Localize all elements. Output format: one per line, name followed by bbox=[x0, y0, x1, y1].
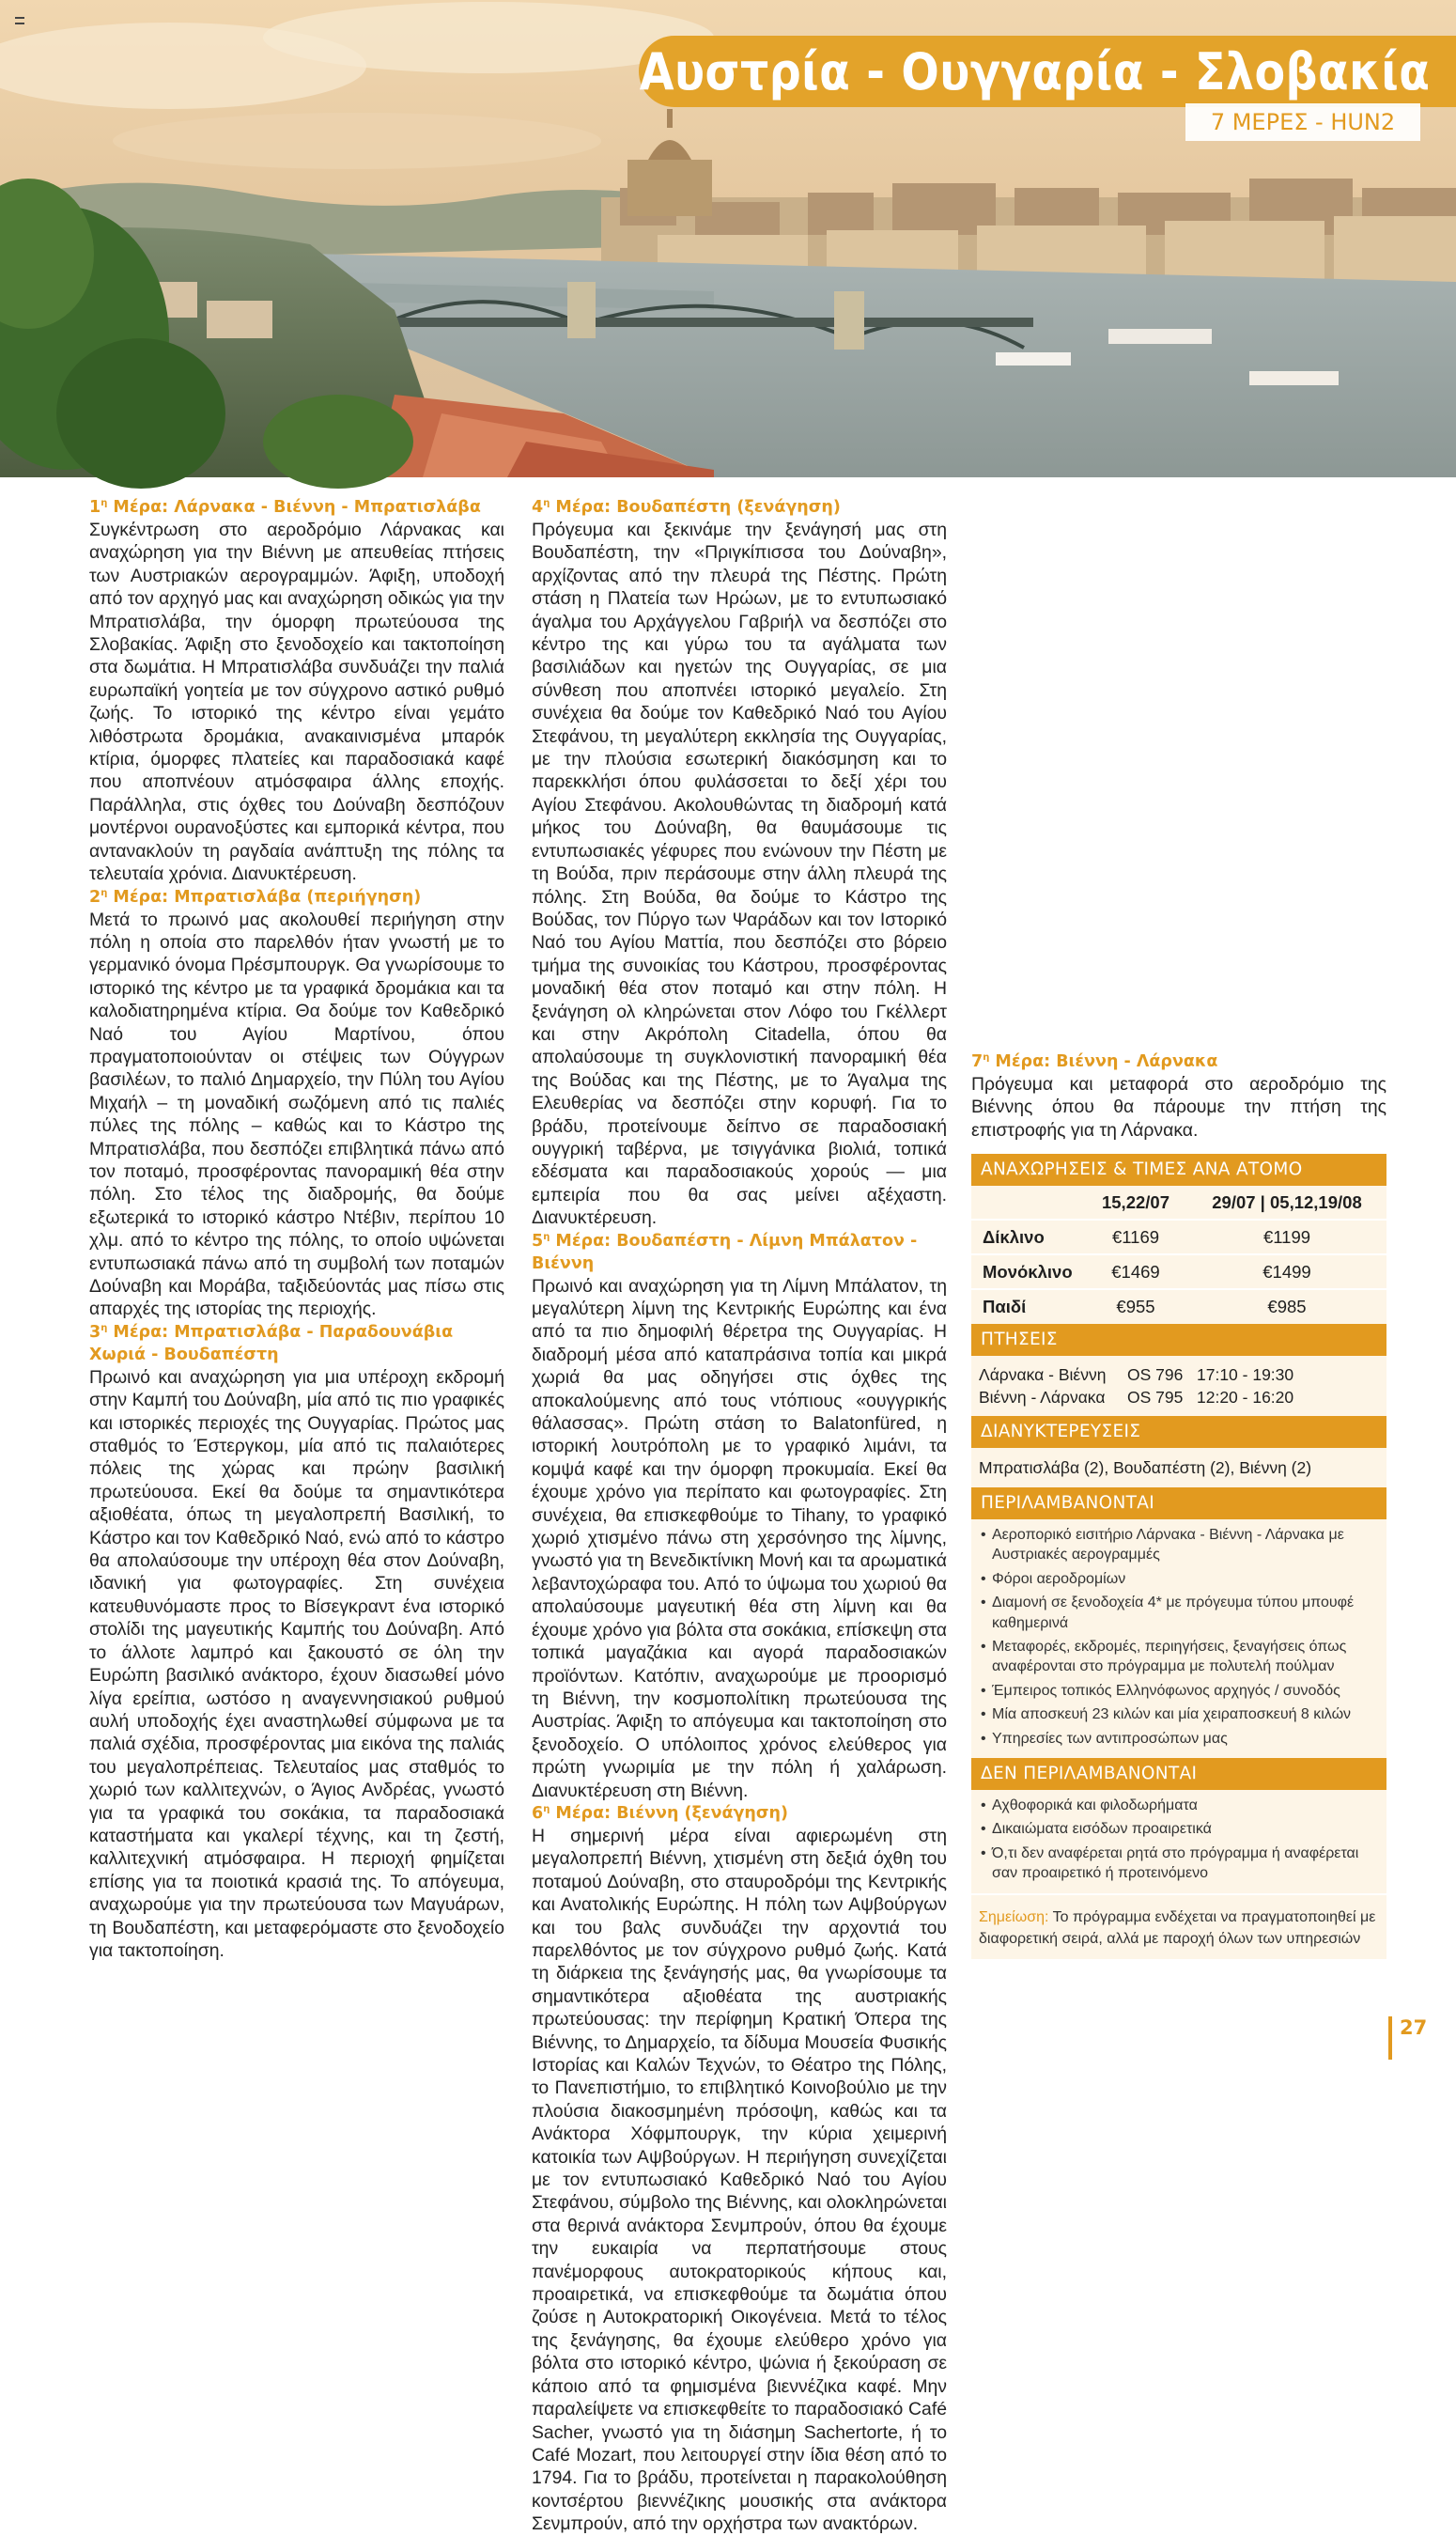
menu-icon[interactable] bbox=[15, 17, 24, 24]
trip-code: 7 ΜΕΡΕΣ - HUN2 bbox=[1210, 109, 1396, 135]
price-cell: €1499 bbox=[1187, 1254, 1386, 1289]
day-body: Πρωινό και αναχώρηση για μια υπέροχη εκδρομή στην Καμπή του Δούναβη, μία από τις πιο γραφικές και ιστορικές περιοχές της Ουγγαρίας. Πρώτος μας σταθμός το Έστεργκομ, μία από τις παλαιότερες πόλεις της χώρας και πρώην βασιλική πρωτεύουσα. Εκεί θα δούμε τα σημαντικότερα αξιοθέατα, όπως τη μεγαλοπρεπή Βασιλική, το Κάστρο και τον Καθεδρικό Ναό, ενώ από το κάστρο θα απολαύσουμε την υπέροχη θέα στον Δούναβη, ιδανική για φωτογραφίες. Στη συνέχεια κατευθυνόμαστε προς το Βίσεγκραντ ένα ιστορικό στολίδι της μαγευτικής Καμπής του Δούναβη. Από το άλλοτε λαμπρό και ξακουστό σε όλη την Ευρώπη βασιλικό ανάκτορο, έχουν διασωθεί μόνο λίγα ερείπια, ωστόσο η αναγεννησιακού ρυθμού αυλή υποδοχής έχει αναστηλωθεί σύμφωνα με τα παλιά σχέδια, προσφέροντας μια εικόνα της παλιάς του μεγαλοπρέπειας. Τελευταίος μας σταθμός το χωριό των καλλιτεχνών, ο Άγιος Ανδρέας, γνωστό για τα γραφικά του σοκάκια, τα παραδοσιακά καταστήματα και γκαλερί τέχνης, και τη ζεστή, καλλιτεχνική ατμόσφαιρα. Η περιοχή φημίζεται επίσης για τα ποιοτικά κρασιά της. Το απόγευμα, αναχωρούμε για την πρωτεύουσα των Μαγυάρων, τη Βουδαπέστη, και μεταφερόμαστε στο ξενοδοχείο για τακτοποίηση. bbox=[89, 1366, 504, 1961]
excluded-heading: ΔΕΝ ΠΕΡΙΛΑΜΒΑΝΟΝΤΑΙ bbox=[971, 1758, 1386, 1790]
day-title: $6^\eta$ Μέρα: Βιέννη (ξενάγηση) bbox=[532, 1803, 788, 1823]
list-item: • Μεταφορές, εκδρομές, περιηγήσεις, ξεναγήσεις όπως αναφέρονται στο πρόγραμμα με πολυτελή πούλμαν bbox=[979, 1637, 1379, 1677]
day-4 bbox=[532, 496, 947, 1230]
day-title: $4^\eta$ Μέρα: Βουδαπέστη (ξενάγηση) bbox=[532, 498, 841, 517]
price-cell: €1469 bbox=[1084, 1254, 1187, 1289]
room-type: Μονόκλινο bbox=[971, 1254, 1084, 1289]
list-item: • Φόροι αεροδρομίων bbox=[979, 1569, 1379, 1589]
flight-row bbox=[979, 1363, 1377, 1386]
list-item: • Διαμονή σε ξενοδοχεία 4* με πρόγευμα τύπου μπουφέ καθημερινά bbox=[979, 1593, 1379, 1633]
flights-list bbox=[971, 1356, 1386, 1416]
note-text: Το πρόγραμμα ενδέχεται να πραγματοποιηθεί με διαφορετική σειρά, αλλά με παροχή όλων των υπηρεσιών bbox=[979, 1908, 1376, 1947]
flight-code: OS 795 bbox=[1127, 1388, 1184, 1407]
table-row bbox=[971, 1220, 1386, 1254]
flight-time: 12:20 - 16:20 bbox=[1197, 1388, 1294, 1407]
flight-route: Λάρνακα - Βιέννη bbox=[979, 1365, 1107, 1384]
list-item: • Ό,τι δεν αναφέρεται ρητά στο πρόγραμμα ή αναφέρεται σαν προαιρετικό ή προτεινόμενο bbox=[979, 1844, 1379, 1884]
flight-time: 17:10 - 19:30 bbox=[1197, 1365, 1294, 1384]
table-header: 29/07 | 05,12,19/08 bbox=[1187, 1186, 1386, 1220]
info-box bbox=[971, 1154, 1386, 1959]
page-number: 27 bbox=[1400, 2016, 1428, 2039]
room-type: Παιδί bbox=[971, 1289, 1084, 1324]
room-type: Δίκλινο bbox=[971, 1220, 1084, 1254]
list-item: • Μία αποσκευή 23 κιλών και μία χειραποσκευή 8 κιλών bbox=[979, 1704, 1379, 1724]
price-cell: €955 bbox=[1084, 1289, 1187, 1324]
flight-route: Βιέννη - Λάρνακα bbox=[979, 1388, 1106, 1407]
price-cell: €1199 bbox=[1187, 1220, 1386, 1254]
table-header: 15,22/07 bbox=[1084, 1186, 1187, 1220]
table-header-row bbox=[971, 1186, 1386, 1220]
note bbox=[971, 1893, 1386, 1959]
flight-row bbox=[979, 1386, 1377, 1408]
note-label: Σημείωση: bbox=[979, 1908, 1049, 1925]
day-body: Μετά το πρωινό μας ακολουθεί περιήγηση στην πόλη η οποία στο παρελθόν ήταν γνωστή με το γερμανικό όνομα Πρέσμπουργκ. Θα γνωρίσουμε το ιστορικό της κέντρο με τα γραφικά δρομάκια και τα καλοδιατηρημένα κτίρια. Θα δούμε τον Καθεδρικό Ναό του Αγίου Μαρτίνου, όπου πραγματοποιούνταν οι στέψεις των Ούγγρων βασιλέων, το παλιό Δημαρχείο, την Πύλη του Αγίου Μιχαήλ – τη μοναδική σωζόμενη από τις παλιές πύλες της πόλης – καθώς και το Κάστρο της Μπρατισλάβα, που δεσπόζει επιβλητικά πάνω από τον ποταμό, προσφέροντας πανοραμική θέα στην πόλη. Στο τέλος της διαδρομής, θα δούμε εξωτερικά το ιστορικό κάστρο Ντέβιν, περίπου 10 χλμ. από το κέντρο της πόλης, το οποίο υψώνεται εντυπωσιακά πάνω από τη συμβολή των ποταμών Δούναβη και Μοράβα, ταξιδεύοντάς μας πίσω στις απαρχές της ιστορίας της περιοχής. bbox=[89, 909, 504, 1320]
day-title: $2^\eta$ Μέρα: Μπρατισλάβα (περιήγηση) bbox=[89, 887, 422, 907]
table-row bbox=[971, 1289, 1386, 1324]
day-body: Πρόγευμα και ξεκινάμε την ξενάγησή μας στη Βουδαπέστη, την «Πριγκίπισσα του Δούναβη», αρχίζοντας από την πλευρά της Πέστης. Πρώτη στάση η Πλατεία των Ηρώων, με το εντυπωσιακό άγαλμα του Αρχάγγελου Γαβριήλ να δεσπόζει στο κέντρο της και γύρω του τα αγάλματα των βασιλιάδων και ηγετών της Ουγγαρίας, σε μια σύνθεση που αποπνέει ιστορικό μεγαλείο. Στη συνέχεια θα δούμε τον Καθεδρικό Ναό του Αγίου Στεφάνου, τη μεγαλύτερη εκκλησία της Ουγγαρίας, με την πλούσια εσωτερική διακόσμηση και το παρεκκλήσι όπου φυλάσσεται το δεξί χέρι του Αγίου Στεφάνου. Ακολουθώντας τη διαδρομή κατά μήκος του Δούναβη, θα θαυμάσουμε τις εντυπωσιακές γέφυρες που ενώνουν την Πέστη με τη Βούδα, πριν περάσουμε στην άλλη πλευρά της πόλης. Στη Βούδα, θα δούμε το Κάστρο της Βούδας, τον Πύργο των Ψαράδων και τον Ιστορικό Ναό του Αγίου Ματτία, που δεσπόζει στο βόρειο τμήμα της συνοικίας του Κάστρου, προσφέροντας μοναδική θέα στον ποταμό και στην πόλη. Η ξενάγηση ολ κληρώνεται στον Λόφο του Γκέλλερτ και στην Ακρόπολη Citadella, όπου θα απολαύσουμε τη συγκλονιστική πανοραμική θέα της Βούδας και της Πέστης, με το Άγαλμα της Ελευθερίας να δεσπόζει στην κορυφή. Για το βράδυ, προτείνουμε δείπνο σε παραδοσιακή ουγγρική ταβέρνα, με τσιγγάνικα βιολιά, τοπικά εδέσματα και παραδοσιακούς χορούς — μια εμπειρία που θα σας μείνει αξέχαστη. Διανυκτέρευση. bbox=[532, 520, 947, 1229]
list-item: • Αεροπορικό εισιτήριο Λάρνακα - Βιέννη - Λάρνακα με Αυστριακές αερογραμμές bbox=[979, 1525, 1379, 1565]
table-header bbox=[971, 1186, 1084, 1220]
day-2 bbox=[89, 886, 504, 1321]
flight-code: OS 796 bbox=[1127, 1365, 1184, 1384]
day-body: Πρωινό και αναχώρηση για τη Λίμνη Μπάλατον, τη μεγαλύτερη λίμνη της Κεντρικής Ευρώπης και ένα από τα πιο δημοφιλή θέρετρα της Ουγγαρίας. Η διαδρομή μέσα από καταπράσινα τοπία και μικρά χωριά θα μας οδηγήσει στις όχθες της αποκαλούμενης από τους ντόπιους «ουγγρικής θάλασσας». Πρώτη στάση το Balatonfüred, η ιστορική λουτρόπολη με το γραφικό λιμάνι, τα κομψά καφέ και την όμορφη προκυμαία. Εκεί θα έχουμε χρόνο για περίπατο και φωτογραφίες. Στη συνέχεια, θα επισκεφθούμε το Tihany, το γραφικό χωριό χτισμένο πάνω στη χερσόνησο της λίμνης, γνωστό για τη Βενεδικτίνικη Μονή και τα αρωματικά λεβαντοχώραφα του. Από το ύψωμα του χωριού θα απολαύσουμε μαγευτική θέα στη λίμνη και θα έχουμε χρόνο για βόλτα στα σοκάκια, επίσκεψη στα τοπικά μαγαζάκια και αγορά παραδοσιακών προϊόντων. Κατόπιν, αναχωρούμε με προορισμό τη Βιέννη, την κοσμοπολίτικη πρωτεύουσα της Αυστρίας. Άφιξη το απόγευμα και τακτοποίηση στο ξενοδοχείο. Ο υπόλοιπος χρόνος ελεύθερος για πρώτη γνωριμία με την πόλη ή χαλάρωση. Διανυκτέρευση στη Βιέννη. bbox=[532, 1275, 947, 1801]
list-item: • Υπηρεσίες των αντιπροσώπων μας bbox=[979, 1729, 1379, 1749]
column-1 bbox=[89, 496, 504, 1962]
page-number-rule bbox=[1388, 2016, 1392, 2060]
day-body: Πρόγευμα και μεταφορά στο αεροδρόμιο της Βιέννης όπου θα πάρουμε την πτήση της επιστροφής για τη Λάρνακα. bbox=[971, 1074, 1386, 1141]
day-title: $1^\eta$ Μέρα: Λάρνακα - Βιέννη - Μπρατισλάβα bbox=[89, 498, 481, 517]
excluded-list bbox=[971, 1790, 1386, 1893]
price-cell: €985 bbox=[1187, 1289, 1386, 1324]
price-cell: €1169 bbox=[1084, 1220, 1187, 1254]
included-list bbox=[971, 1519, 1386, 1758]
day-title: $5^\eta$ Μέρα: Βουδαπέστη - Λίμνη Μπάλατον - Βιέννη bbox=[532, 1231, 918, 1273]
column-2 bbox=[532, 496, 947, 2536]
prices-heading: ΑΝΑΧΩΡΗΣΕΙΣ & ΤΙΜΕΣ ΑΝΑ ΑΤΟΜΟ bbox=[971, 1154, 1386, 1186]
day-3 bbox=[89, 1321, 504, 1963]
table-row bbox=[971, 1254, 1386, 1289]
day-body: Συγκέντρωση στο αεροδρόμιο Λάρνακας και αναχώρηση για την Βιέννη με απευθείας πτήσεις των Αυστριακών αερογραμμών. Άφιξη, υποδοχή από τον αρχηγό μας και αναχώρηση οδικώς για την Μπρατισλάβα, την όμορφη πρωτεύουσα της Σλοβακίας. Άφιξη στο ξενοδοχείο και τακτοποίηση στα δωμάτια. Η Μπρατισλάβα συνδυάζει την παλιά ευρωπαϊκή γοητεία με τον σύγχρονο αστικό ρυθμό ζωής. Το ιστορικό της κέντρο είναι γεμάτο λιθόστρωτα δρομάκια, ανακαινισμένα μπαρόκ κτίρια, όμορφες πλατείες και παραδοσιακά καφέ που αποπνέουν ατμόσφαιρα άλλης εποχής. Παράλληλα, στις όχθες του Δούναβη δεσπόζουν μοντέρνοι ουρανοξύστες και εμπορικά κέντρα, που αντανακλούν τη ραγδαία ανάπτυξη της πόλης τα τελευταία χρόνια. Διανυκτέρευση. bbox=[89, 520, 504, 885]
day-6 bbox=[532, 1802, 947, 2536]
day-1 bbox=[89, 496, 504, 886]
nights-text: Μπρατισλάβα (2), Βουδαπέστη (2), Βιέννη (2) bbox=[979, 1458, 1312, 1477]
day-title: $7^\eta$ Μέρα: Βιέννη - Λάρνακα bbox=[971, 1052, 1218, 1071]
list-item: • Δικαιώματα εισόδων προαιρετικά bbox=[979, 1819, 1379, 1839]
flights-heading: ΠΤΗΣΕΙΣ bbox=[971, 1324, 1386, 1356]
list-item: • Έμπειρος τοπικός Ελληνόφωνος αρχηγός / συνοδός bbox=[979, 1681, 1379, 1701]
price-table bbox=[971, 1186, 1386, 1324]
day-title: $3^\eta$ Μέρα: Μπρατισλάβα - Παραδουνάβια Χωριά - Βουδαπέστη bbox=[89, 1322, 454, 1364]
day-5 bbox=[532, 1230, 947, 1802]
title-banner bbox=[639, 36, 1456, 107]
subtitle-badge bbox=[1185, 103, 1420, 141]
day-7-block bbox=[971, 1050, 1386, 1142]
day-body: Η σημερινή μέρα είναι αφιερωμένη στη μεγαλοπρεπή Βιέννη, χτισμένη στη δεξιά όχθη του ποταμού Δούναβη, στο σταυροδρόμι της Κεντρικής και Ανατολικής Ευρώπης. Η πόλη των Αψβούργων και του βαλς συνδυάζει την αρχοντιά του παρελθόντος με τον σύγχρονο ρυθμό ζωής. Κατά τη διάρκεια της ξενάγησής μας, θα γνωρίσουμε τα σημαντικότερα αξιοθέατα της αυστριακής πρωτεύουσας: την περίφημη Κρατική Όπερα της Βιέννης, το Δημαρχείο, τα δίδυμα Μουσεία Φυσικής Ιστορίας και Καλών Τεχνών, το Θέατρο της Πόλης, το Πανεπιστήμιο, το επιβλητικό Κοινοβούλιο με την πλούσια διακοσμημένη πρόσοψη, καθώς και τα Ανάκτορα Χόφμπουργκ, την κύρια χειμερινή κατοικία των Αψβούργων. Η περιήγηση συνεχίζεται με τον εντυπωσιακό Καθεδρικό Ναό του Αγίου Στεφάνου, σύμβολο της Βιέννης, και ολοκληρώνεται στα θερινά ανάκτορα Σενμπρούν, όπου θα έχουμε την ευκαιρία να περπατήσουμε στους πανέμορφους αυτοκρατορικούς κήπους και, προαιρετικά, να επισκεφθούμε τα δωμάτια όπου ζούσε η Αυτοκρατορική Οικογένεια. Μετά το τέλος της ξενάγησης, θα έχουμε ελεύθερο χρόνο για βόλτα στο ιστορικό κέντρο, ψώνια ή ξεκούραση σε κάποιο από τα φημισμένα βιεννέζικα καφέ. Μην παραλείψετε να επισκεφθείτε το παραδοσιακό Café Sacher, γνωστό για τη διάσημη Sachertorte, ή το Café Mozart, που λειτουργεί στην ίδια θέση από το 1794. Για το βράδυ, προτείνεται η παρακολούθηση κοντσέρτου βιεννέζικης μουσικής στα ανάκτορα Σενμπρούν, από την ορχήστρα των ανακτόρων. bbox=[532, 1825, 947, 2535]
included-heading: ΠΕΡΙΛΑΜΒΑΝΟΝΤΑΙ bbox=[971, 1487, 1386, 1519]
page-title: Αυστρία - Ουγγαρία - Σλοβακία bbox=[639, 41, 1430, 101]
list-item: • Αχθοφορικά και φιλοδωρήματα bbox=[979, 1796, 1379, 1815]
nights-heading: ΔΙΑΝΥΚΤΕΡΕΥΣΕΙΣ bbox=[971, 1416, 1386, 1448]
